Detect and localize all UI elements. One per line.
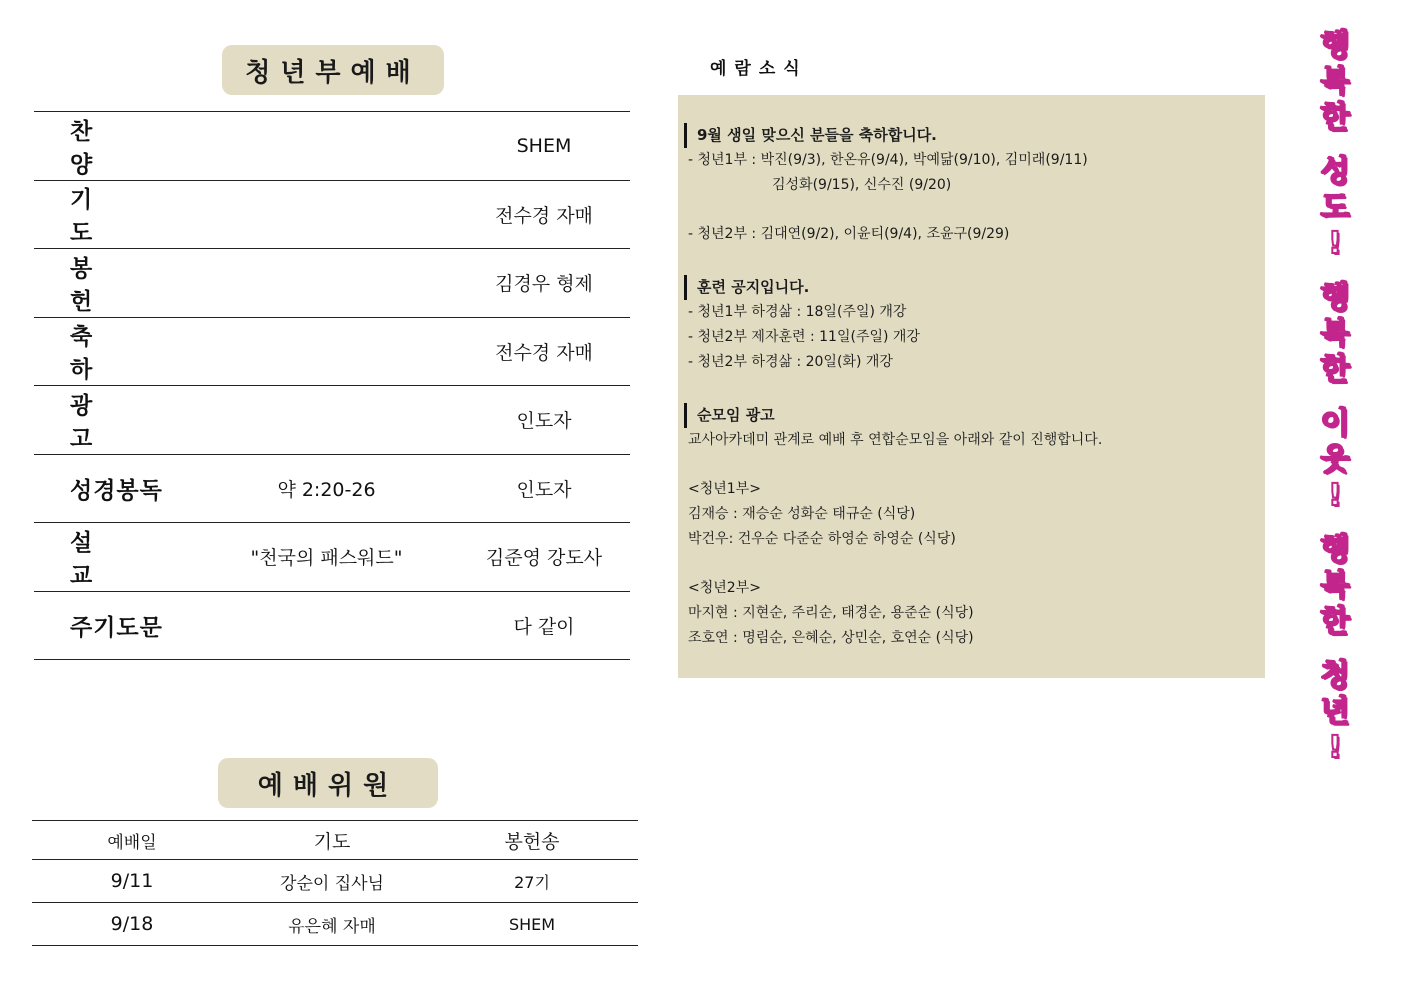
staff-header-date: 예배일 (107, 832, 157, 853)
slogan-word (1321, 28, 1350, 136)
worship-row-label: 기도 (70, 187, 129, 247)
slogan-char: 복 (1320, 568, 1350, 603)
worship-row (34, 112, 630, 181)
slogan-char: 한 (1320, 352, 1350, 387)
slogan-char: ! (1328, 226, 1342, 261)
group-line: 박건우: 건우순 다준순 하영순 하영순 (식당) (688, 531, 956, 547)
worship-row-label: 주기도문 (70, 614, 163, 641)
worship-row-label: 설교 (70, 529, 129, 589)
staff-row (32, 903, 638, 946)
slogan-char: 행 (1320, 28, 1350, 63)
worship-row (34, 523, 630, 592)
slogan-char: 이 (1320, 406, 1350, 441)
birthday-heading: 9월 생일 맞으신 분들을 축하합니다. (684, 123, 1255, 148)
slogan-char: 행 (1320, 280, 1350, 315)
group-line: 마지현 : 지현순, 주리순, 태경순, 용준순 (식당) (688, 605, 974, 621)
staff-prayer: 강순이 집사님 (280, 873, 384, 894)
slogan-char: 행 (1320, 532, 1350, 567)
slogan-char: ! (1328, 478, 1342, 513)
group-line: 조호연 : 명림순, 은혜순, 상민순, 호연순 (식당) (688, 630, 974, 646)
slogan-char: ! (1328, 730, 1342, 765)
staff-row (32, 860, 638, 903)
worship-row-label: 축하 (70, 324, 129, 384)
worship-row-detail: 약 2:20-26 (277, 478, 376, 501)
news-title: 예람소식 (710, 59, 808, 79)
group1-label: <청년1부> (688, 481, 761, 497)
worship-row-person: 인도자 (516, 478, 572, 501)
worship-row (34, 249, 630, 318)
worship-row (34, 318, 630, 387)
worship-row-person: 전수경 자매 (495, 341, 593, 364)
worship-row-person: 김준영 강도사 (485, 547, 603, 570)
training-line: - 청년1부 하경삶 : 18일(주일) 개강 (688, 304, 907, 320)
training-line: - 청년2부 제자훈련 : 11일(주일) 개강 (688, 329, 920, 345)
slogan-char: 한 (1320, 100, 1350, 135)
worship-row-person: SHEM (516, 134, 572, 157)
slogan-word (1321, 406, 1350, 514)
slogan-char: 도 (1320, 190, 1350, 225)
staff-date: 9/11 (110, 870, 154, 892)
slogan-word (1321, 658, 1350, 766)
staff-prayer: 유은혜 자매 (288, 916, 376, 937)
slogan-char: 년 (1320, 694, 1350, 729)
staff-offering-song: SHEM (508, 914, 556, 934)
group-line: 김재승 : 재승순 성화순 태규순 (식당) (688, 506, 916, 522)
training-line: - 청년2부 하경삶 : 20일(화) 개강 (688, 354, 893, 370)
birthday-line: - 청년2부 : 김대연(9/2), 이윤티(9/4), 조윤구(9/29) (688, 226, 1010, 242)
slogan-char: 한 (1320, 604, 1350, 639)
slogan-char: 성 (1320, 154, 1350, 189)
staff-offering-song: 27기 (514, 872, 550, 892)
slogan-char: 복 (1320, 64, 1350, 99)
birthday-line: - 청년1부 : 박진(9/3), 한온유(9/4), 박예닮(9/10), 김미래(9/11) (688, 152, 1088, 168)
worship-row-person: 다 같이 (513, 615, 575, 638)
news-panel (678, 95, 1265, 678)
slogan-char: 웃 (1320, 442, 1350, 477)
staff-title: 예배위원 (218, 758, 438, 808)
worship-row (34, 181, 630, 250)
worship-row (34, 386, 630, 455)
worship-row-label: 봉헌 (70, 255, 129, 315)
slogan-word (1321, 280, 1350, 388)
worship-title: 청년부예배 (222, 45, 444, 95)
slogan-word (1321, 154, 1350, 262)
staff-date: 9/18 (110, 913, 154, 935)
worship-row-detail: "천국의 패스워드" (250, 547, 403, 570)
worship-row-person: 김경우 형제 (495, 273, 593, 296)
group-heading: 순모임 광고 (684, 403, 1255, 428)
group2-label: <청년2부> (688, 580, 761, 596)
worship-row-label: 광고 (70, 392, 129, 452)
slogan-word (1321, 532, 1350, 640)
birthday-line: 김성화(9/15), 신수진 (9/20) (772, 177, 952, 193)
worship-order-table (34, 111, 630, 660)
vertical-slogan (1310, 28, 1360, 968)
worship-row-person: 전수경 자매 (495, 204, 593, 227)
slogan-char: 청 (1320, 658, 1350, 693)
staff-header-row (32, 821, 638, 860)
worship-row-label: 찬양 (70, 118, 129, 178)
staff-header-prayer: 기도 (313, 830, 351, 853)
group-note: 교사아카데미 관계로 예배 후 연합순모임을 아래와 같이 진행합니다. (688, 432, 1103, 448)
worship-row-person: 인도자 (516, 410, 572, 433)
staff-header-offering-song: 봉헌송 (504, 830, 560, 853)
training-heading: 훈련 공지입니다. (684, 275, 1255, 300)
worship-row (34, 592, 630, 661)
slogan-char: 복 (1320, 316, 1350, 351)
worship-row-label: 성경봉독 (70, 477, 163, 504)
staff-table (32, 820, 638, 946)
worship-row (34, 455, 630, 524)
